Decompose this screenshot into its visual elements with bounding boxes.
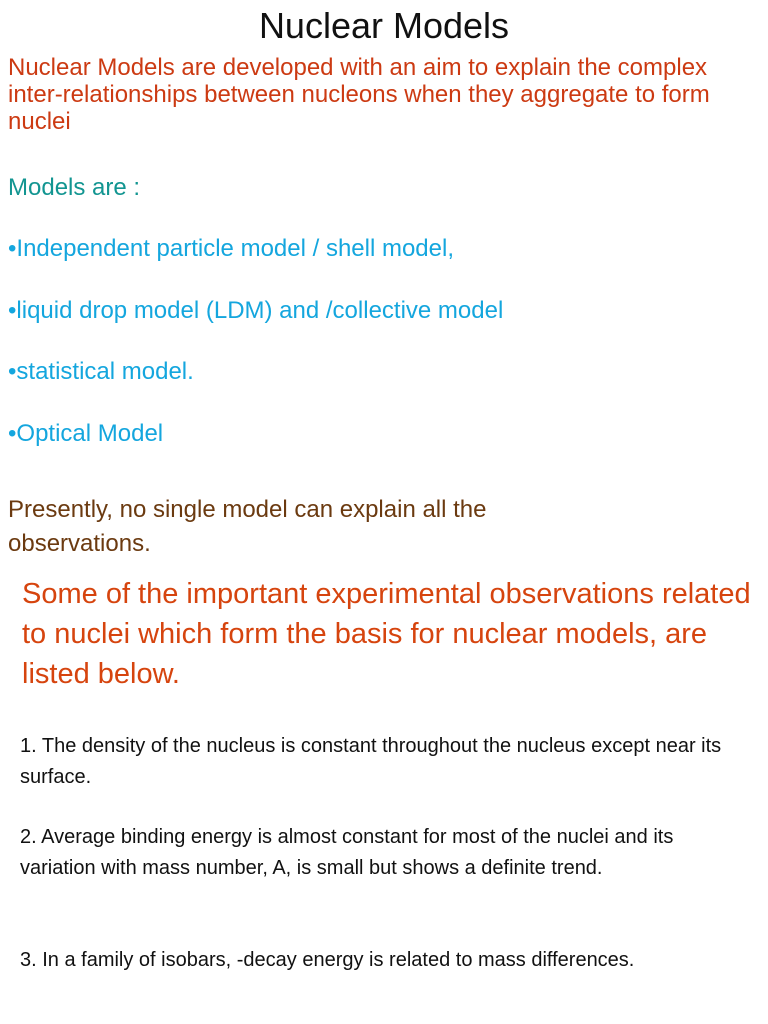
observation-item-1: 1. The density of the nucleus is constant throughout the nucleus except near its surface.	[20, 735, 722, 788]
model-item-liquid-drop: •liquid drop model (LDM) and /collective model	[8, 297, 504, 324]
presently-note: Presently, no single model can explain all the observations.	[8, 496, 487, 557]
observation-item-3: 3. In a family of isobars, -decay energy is related to mass differences.	[20, 949, 635, 971]
models-heading: Models are :	[8, 174, 141, 201]
page-title: Nuclear Models	[258, 5, 510, 46]
model-item-shell: •Independent particle model / shell model,	[8, 235, 455, 262]
intro-paragraph: Nuclear Models are developed with an aim to explain the complex inter-relationships between nucleons when they aggregate to form nuclei	[8, 54, 710, 135]
observation-item-2: 2. Average binding energy is almost constant for most of the nuclei and its variation with mass number, A, is small but shows a definite trend.	[20, 826, 674, 879]
observations-heading: Some of the important experimental observations related to nuclei which form the basis for nuclear models, are listed below.	[22, 578, 751, 690]
model-item-optical: •Optical Model	[8, 420, 164, 447]
model-item-statistical: •statistical model.	[8, 358, 194, 385]
